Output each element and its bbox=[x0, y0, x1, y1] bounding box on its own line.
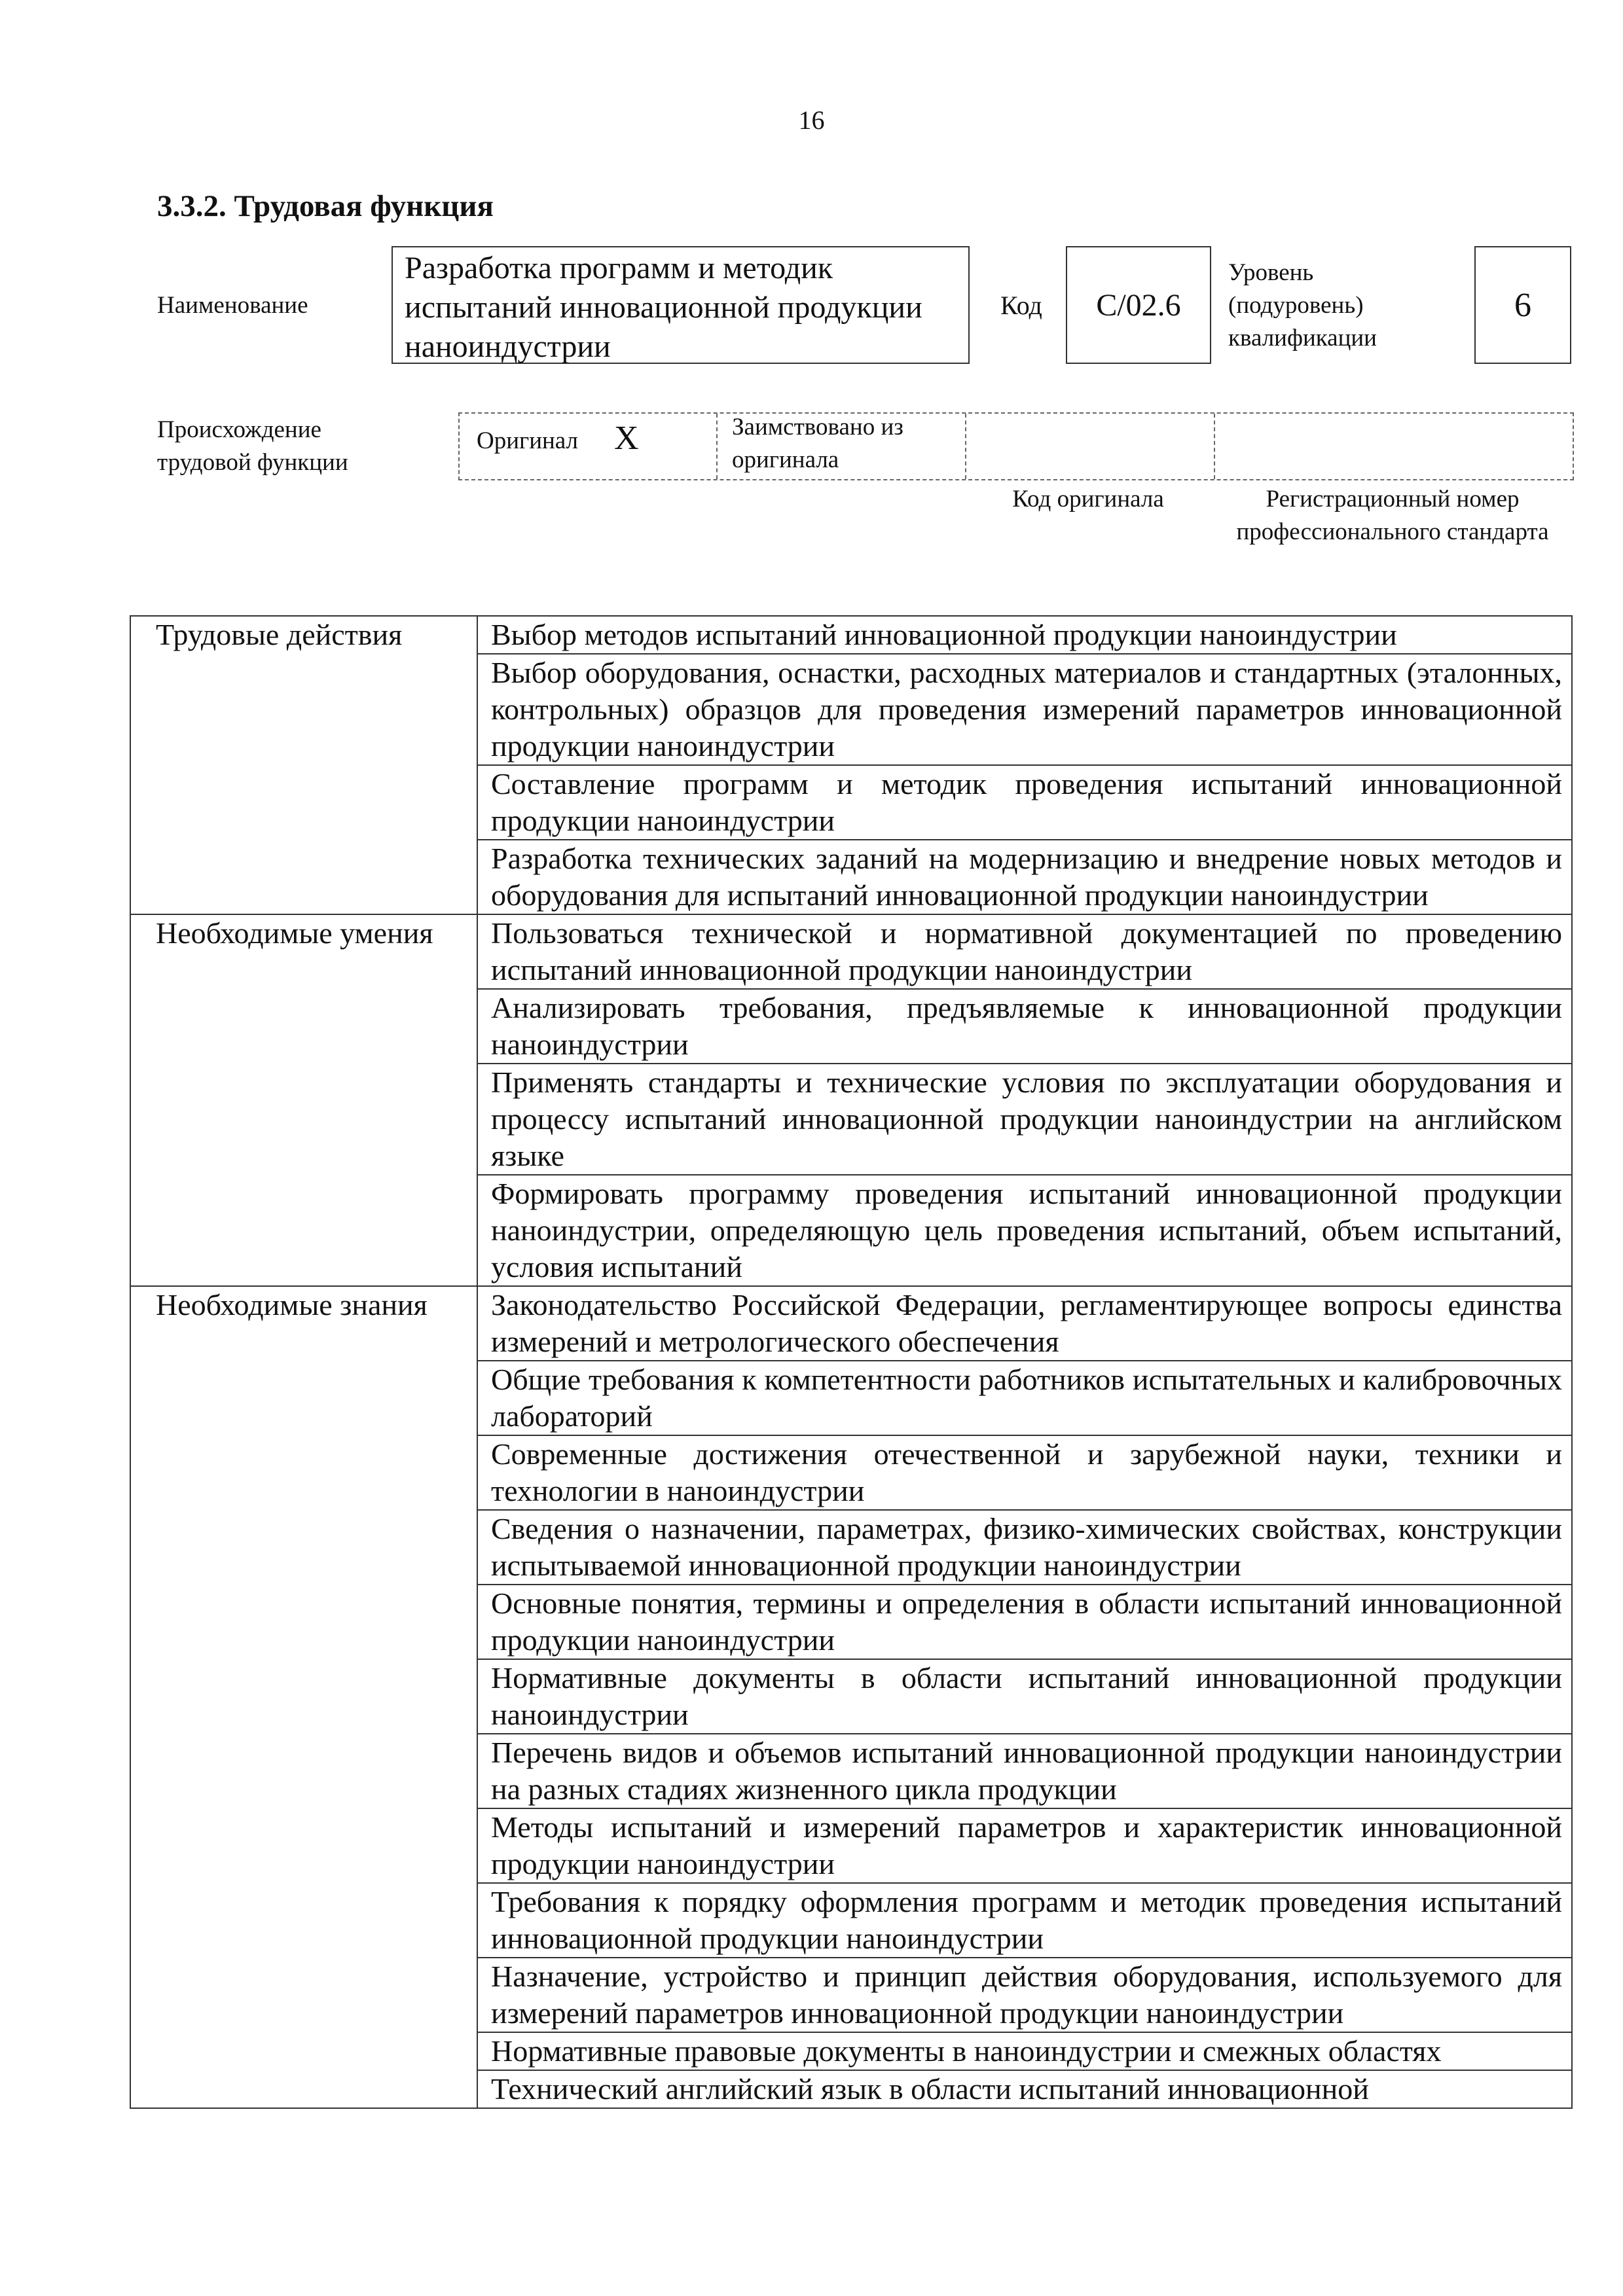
table-cell: Технический английский язык в области испытаний инновационной bbox=[477, 2070, 1572, 2108]
table-cell: Общие требования к компетентности работников испытательных и калибровочных лабораторий bbox=[477, 1361, 1572, 1435]
table-cell: Законодательство Российской Федерации, регламентирующее вопросы единства измерений и метрологического обеспечения bbox=[477, 1286, 1572, 1361]
section-title: 3.3.2. Трудовая функция bbox=[157, 189, 494, 223]
origin-code-cell bbox=[965, 414, 1214, 479]
code-value-box: C/02.6 bbox=[1066, 246, 1211, 364]
category-labor-actions: Трудовые действия bbox=[130, 616, 477, 914]
level-label: Уровень (подуровень) квалификации bbox=[1228, 259, 1377, 351]
category-skills: Необходимые умения bbox=[130, 914, 477, 1286]
original-code-caption: Код оригинала bbox=[1012, 486, 1164, 512]
original-label: Оригинал bbox=[477, 427, 579, 454]
code-label: Код bbox=[1000, 291, 1042, 320]
table-row bbox=[130, 616, 1572, 654]
table-cell: Методы испытаний и измерений параметров и характеристик инновационной продукции наноиндустрии bbox=[477, 1808, 1572, 1883]
table-cell: Перечень видов и объемов испытаний инновационной продукции наноиндустрии на разных стадиях жизненного цикла продукции bbox=[477, 1734, 1572, 1808]
borrowed-label: Заимствовано из оригинала bbox=[732, 414, 903, 473]
origin-reg-cell bbox=[1214, 414, 1574, 479]
table-cell: Основные понятия, термины и определения в области испытаний инновационной продукции наноиндустрии bbox=[477, 1585, 1572, 1659]
category-knowledge: Необходимые знания bbox=[130, 1286, 477, 2108]
table-cell: Сведения о назначении, параметрах, физико-химических свойствах, конструкции испытываемой инновационной продукции наноиндустрии bbox=[477, 1510, 1572, 1585]
page-number: 16 bbox=[798, 105, 825, 135]
origin-label: Происхождение трудовой функции bbox=[157, 416, 348, 476]
table-cell: Нормативные правовые документы в наноиндустрии и смежных областях bbox=[477, 2032, 1572, 2070]
table-cell: Разработка технических заданий на модернизацию и внедрение новых методов и оборудования для испытаний инновационной продукции наноиндустрии bbox=[477, 840, 1572, 914]
reg-number-caption: Регистрационный номер профессионального стандарта bbox=[1236, 486, 1549, 545]
table-cell: Формировать программу проведения испытаний инновационной продукции наноиндустрии, определяющую цель проведения испытаний, объем испытаний, условия испытаний bbox=[477, 1175, 1572, 1286]
table-cell: Современные достижения отечественной и зарубежной науки, техники и технологии в наноиндустрии bbox=[477, 1435, 1572, 1510]
table-cell: Пользоваться технической и нормативной документацией по проведению испытаний инновационной продукции наноиндустрии bbox=[477, 914, 1572, 989]
table-row bbox=[130, 1286, 1572, 1361]
labor-function-table bbox=[130, 615, 1573, 2109]
table-cell: Анализировать требования, предъявляемые к инновационной продукции наноиндустрии bbox=[477, 989, 1572, 1064]
original-mark: X bbox=[614, 420, 639, 457]
level-value-box: 6 bbox=[1474, 246, 1571, 364]
table-cell: Нормативные документы в области испытаний инновационной продукции наноиндустрии bbox=[477, 1659, 1572, 1734]
table-cell: Применять стандарты и технические условия по эксплуатации оборудования и процессу испытаний инновационной продукции наноиндустрии на английском языке bbox=[477, 1064, 1572, 1175]
table-cell: Выбор оборудования, оснастки, расходных материалов и стандартных (эталонных, контрольных) образцов для проведения измерений параметров инновационной продукции наноиндустрии bbox=[477, 654, 1572, 765]
table-cell: Назначение, устройство и принцип действия оборудования, используемого для измерений параметров инновационной продукции наноиндустрии bbox=[477, 1958, 1572, 2032]
table-cell: Составление программ и методик проведения испытаний инновационной продукции наноиндустрии bbox=[477, 765, 1572, 840]
table-cell: Выбор методов испытаний инновационной продукции наноиндустрии bbox=[477, 616, 1572, 654]
name-label: Наименование bbox=[157, 292, 308, 319]
function-name-box: Разработка программ и методик испытаний инновационной продукции наноиндустрии bbox=[392, 246, 970, 364]
table-row bbox=[130, 914, 1572, 989]
table-cell: Требования к порядку оформления программ и методик проведения испытаний инновационной продукции наноиндустрии bbox=[477, 1883, 1572, 1958]
